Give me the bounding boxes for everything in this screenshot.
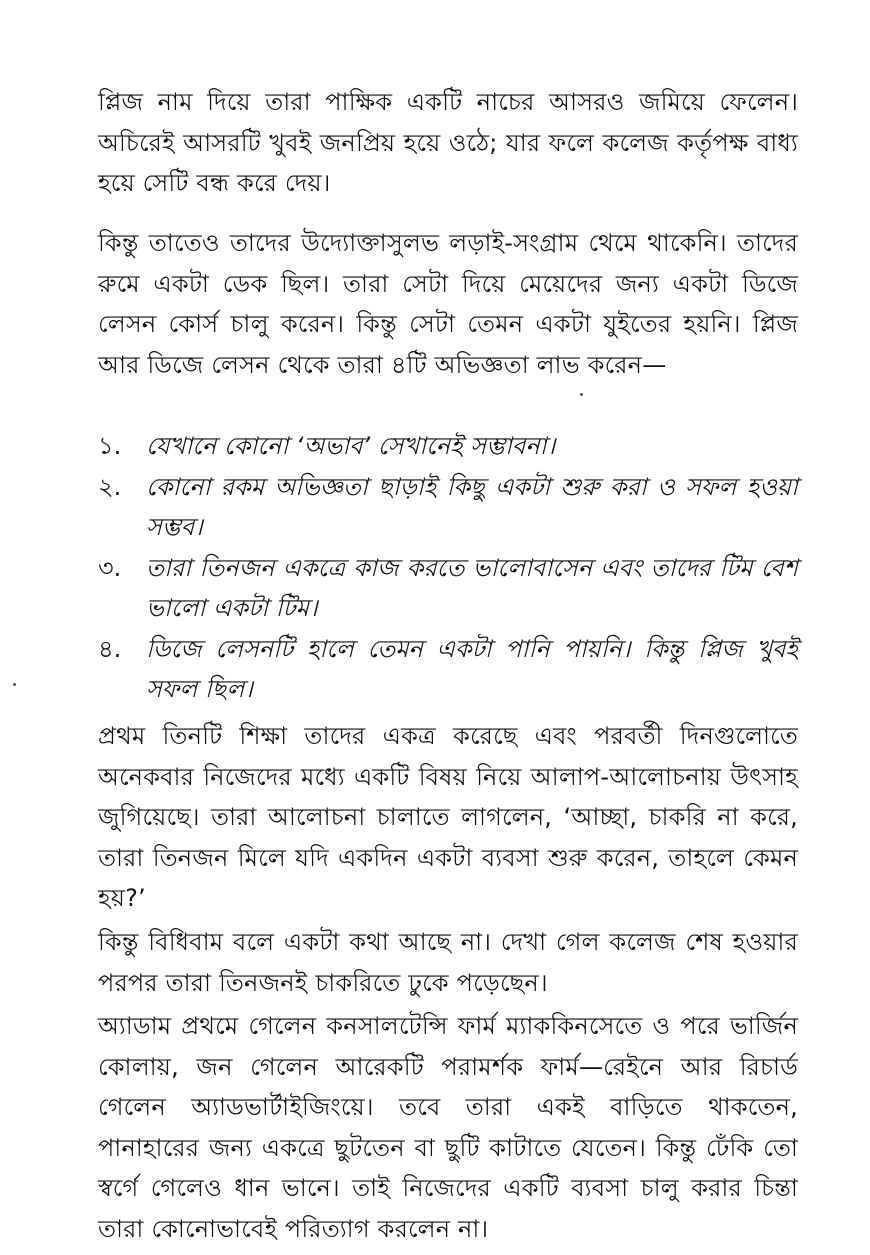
paragraph-fate: কিন্তু বিধিবাম বলে একটা কথা আছে না। দেখা গেল কলেজ শেষ হওয়ার পরপর তারা তিনজনই চাকরিতে ঢুকে পড়েছেন।: [98, 928, 798, 997]
list-item-text: যেখানে কোনো ‘অভাব’ সেখানেই সম্ভাবনা।: [146, 432, 556, 460]
print-speck: [580, 393, 583, 396]
paragraph-careers: অ্যাডাম প্রথমে গেলেন কনসালটেন্সি ফার্ম ম্যাককিনসেতে ও পরে ভার্জিন কোলায়, জন গেলেন আরেকটি পরামর্শক ফার্ম—রেইনে আর রিচার্ড গেলেন অ্যাডভার্টাইজিংয়ে। তবে তারা একই বাড়িতে থাকতেন, পানাহারের জন্য একত্রে ছুটতেন বা ছুটি কাটাতে যেতেন। কিন্তু ঢেঁকি তো স্বর্গে গেলেও ধান ভানে। তাই নিজেদের একটি ব্যবসা চালু করার চিন্তা তারা কোনোভাবেই পরিত্যাগ করলেন না।: [98, 1012, 798, 1243]
list-item: [98, 467, 798, 548]
list-item-number: ৩.: [98, 553, 122, 582]
list-item-number: ১.: [98, 432, 122, 460]
list-item-number: ৪.: [98, 634, 122, 663]
list-item-text: তারা তিনজন একত্রে কাজ করতে ভালোবাসেন এবং তাদের টিম বেশ ভালো একটা টিম।: [146, 553, 798, 622]
list-item-text: কোনো রকম অভিজ্ঞতা ছাড়াই কিছু একটা শুরু করা ও সফল হওয়া সম্ভব।: [146, 472, 798, 541]
list-item-text: ডিজে লেসনটি হালে তেমন একটা পানি পায়নি। কিন্তু প্লিজ খুবই সফল ছিল।: [146, 634, 798, 703]
paragraph-first-three-lessons: প্রথম তিনটি শিক্ষা তাদের একত্র করেছে এবং পরবর্তী দিনগুলোতে অনেকবার নিজেদের মধ্যে একটি বিষয় নিয়ে আলাপ-আলোচনায় উৎসাহ জুগিয়েছে। তারা আলোচনা চালাতে লাগলেন, ‘আচ্ছা, চাকরি না করে, তারা তিনজন মিলে যদি একদিন একটা ব্যবসা শুরু করেন, তাহলে কেমন হয়?’: [98, 722, 798, 912]
list-item-number: ২.: [98, 472, 122, 501]
list-item: [98, 629, 798, 710]
lessons-list: [98, 426, 798, 710]
paragraph-please-dance: প্লিজ নাম দিয়ে তারা পাক্ষিক একটি নাচের আসরও জমিয়ে ফেলেন। অচিরেই আসরটি খুবই জনপ্রিয় হয়ে ওঠে; যার ফলে কলেজ কর্তৃপক্ষ বাধ্য হয়ে সেটি বন্ধ করে দেয়।: [98, 88, 798, 197]
print-speck: [13, 683, 16, 686]
list-item: [98, 548, 798, 629]
list-item: [98, 426, 798, 467]
paragraph-dj-lessons: কিন্তু তাতেও তাদের উদ্যোক্তাসুলভ লড়াই-সংগ্রাম থেমে থাকেনি। তাদের রুমে একটা ডেক ছিল। তারা সেটা দিয়ে মেয়েদের জন্য একটা ডিজে লেসন কোর্স চালু করেন। কিন্তু সেটা তেমন একটা যুইতের হয়নি। প্লিজ আর ডিজে লেসন থেকে তারা ৪টি অভিজ্ঞতা লাভ করেন—: [98, 229, 798, 379]
